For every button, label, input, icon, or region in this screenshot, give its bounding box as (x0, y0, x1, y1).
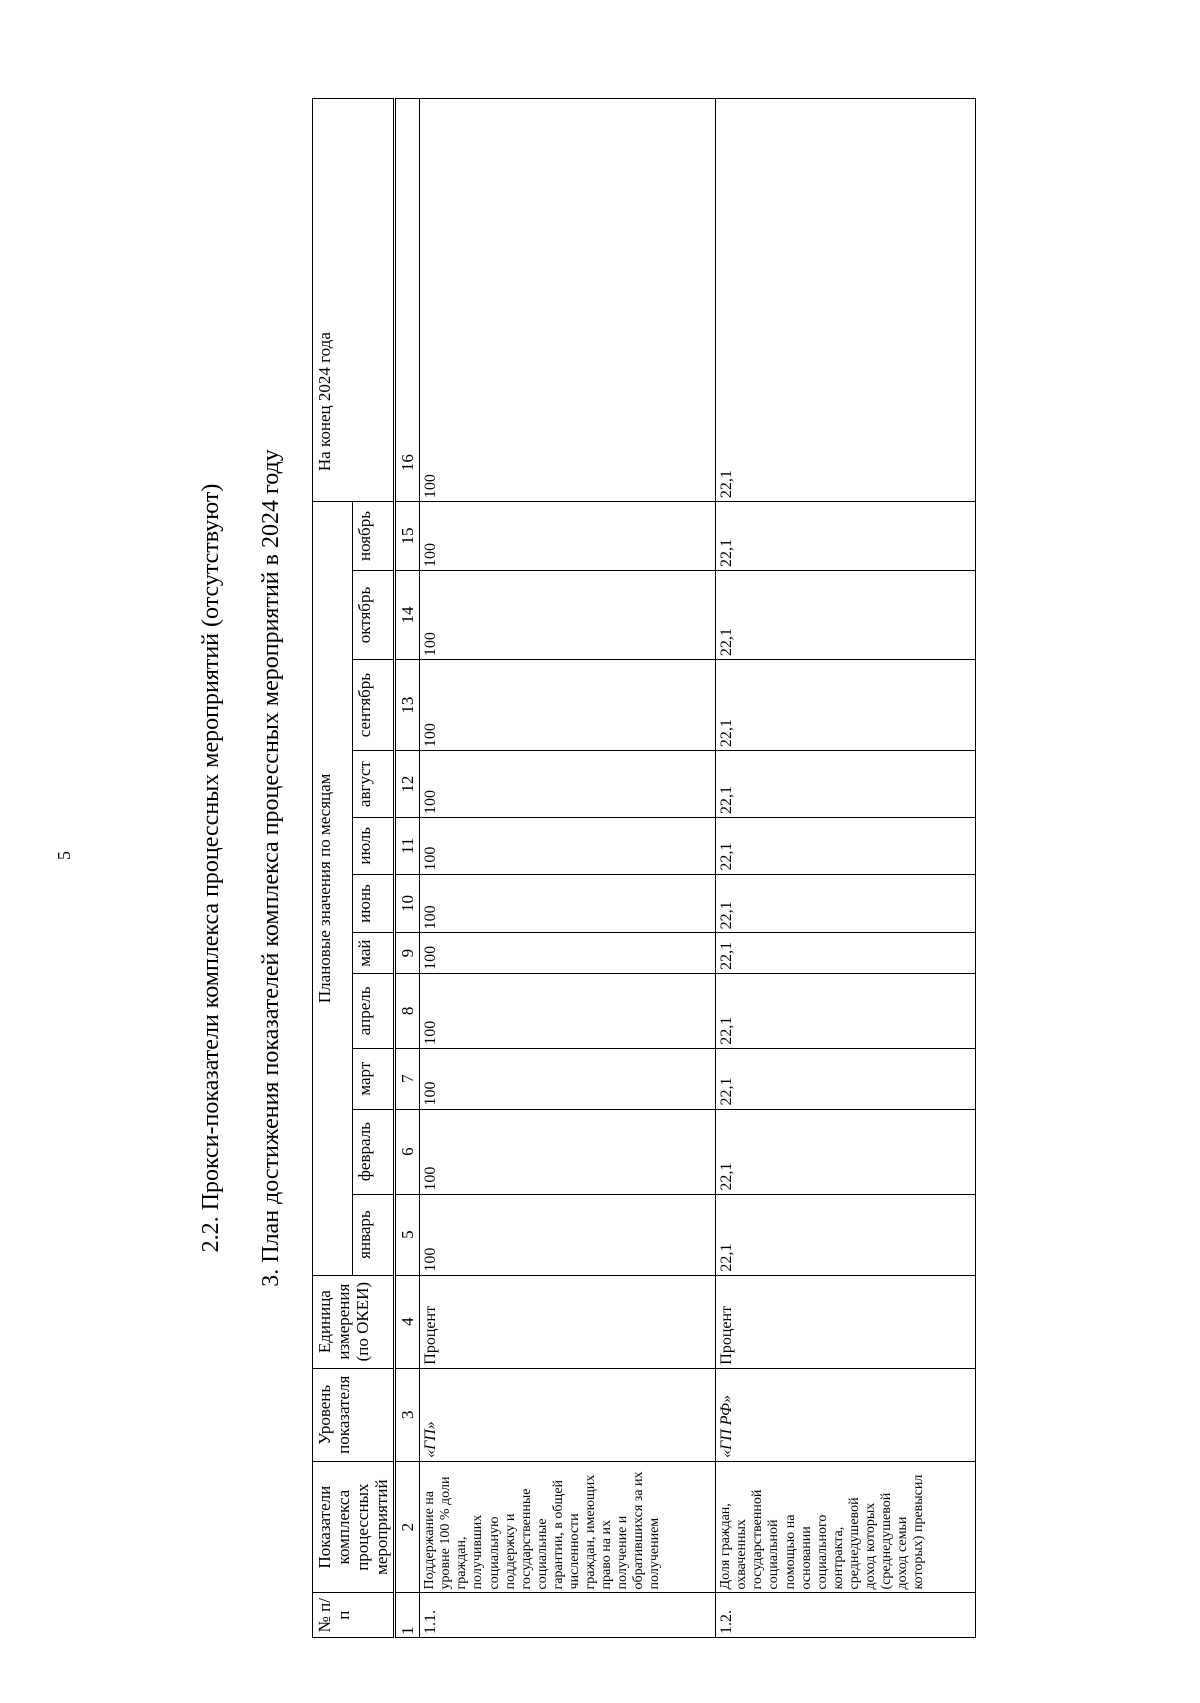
header-planned: Плановые значения по месяцам (313, 502, 353, 1275)
row-month-value: 100 (420, 570, 716, 659)
row-year-end-value: 100 (420, 99, 716, 502)
row-month-value: 22,1 (716, 751, 976, 818)
month-header: май (353, 933, 395, 973)
plan-table (312, 98, 976, 1638)
landscape-content (180, 98, 1080, 1638)
header-num: № п/п (313, 1593, 395, 1638)
row-indicator: Доля граждан, охваченных государственной социальной помощью на основании социального контракта, среднедушевой доход которых (среднедушевой доход семьи которых) превысил (716, 1461, 976, 1593)
column-number: 2 (395, 1461, 420, 1593)
month-header: апрель (353, 973, 395, 1048)
column-number: 15 (395, 502, 420, 571)
row-month-value: 22,1 (716, 1109, 976, 1194)
column-number: 11 (395, 817, 420, 874)
row-level: «ГП» (420, 1368, 716, 1461)
row-month-value: 22,1 (716, 817, 976, 874)
month-header: март (353, 1048, 395, 1109)
row-month-value: 100 (420, 817, 716, 874)
column-number-row (395, 99, 420, 1638)
column-number: 9 (395, 933, 420, 973)
column-number: 7 (395, 1048, 420, 1109)
column-number: 12 (395, 751, 420, 818)
page-number: 5 (54, 851, 74, 860)
column-number: 6 (395, 1109, 420, 1194)
plan-heading: 3. План достижения показателей комплекса процессных мероприятий в 2024 году (258, 449, 284, 1287)
row-month-value: 100 (420, 1048, 716, 1109)
month-header: август (353, 751, 395, 818)
column-number: 4 (395, 1275, 420, 1368)
row-month-value: 100 (420, 751, 716, 818)
column-number: 10 (395, 874, 420, 933)
column-number: 8 (395, 973, 420, 1048)
month-header: ноябрь (353, 502, 395, 571)
header-level: Уровень показателя (313, 1368, 395, 1461)
row-month-value: 22,1 (716, 973, 976, 1048)
month-header: июнь (353, 874, 395, 933)
table-row (716, 99, 976, 1638)
row-month-value: 100 (420, 933, 716, 973)
column-number: 14 (395, 570, 420, 659)
month-header: февраль (353, 1109, 395, 1194)
row-month-value: 100 (420, 1194, 716, 1275)
header-indicators: Показатели комплекса процессных мероприятий (313, 1461, 395, 1593)
column-number: 3 (395, 1368, 420, 1461)
header-year-end: На конец 2024 года (313, 99, 395, 502)
month-header: январь (353, 1194, 395, 1275)
header-row-1 (313, 99, 353, 1638)
column-number: 13 (395, 660, 420, 751)
header-unit: Единица измерения (по ОКЕИ) (313, 1275, 395, 1368)
row-unit: Процент (716, 1275, 976, 1368)
row-month-value: 22,1 (716, 502, 976, 571)
row-month-value: 22,1 (716, 874, 976, 933)
row-month-value: 100 (420, 973, 716, 1048)
row-num: 1.1. (420, 1593, 716, 1638)
row-month-value: 100 (420, 660, 716, 751)
column-number: 1 (395, 1593, 420, 1638)
row-level: «ГП РФ» (716, 1368, 976, 1461)
month-header: июль (353, 817, 395, 874)
row-month-value: 100 (420, 502, 716, 571)
column-number: 16 (395, 99, 420, 502)
row-month-value: 22,1 (716, 570, 976, 659)
row-unit: Процент (420, 1275, 716, 1368)
row-month-value: 22,1 (716, 660, 976, 751)
row-num: 1.2. (716, 1593, 976, 1638)
row-month-value: 100 (420, 874, 716, 933)
table-row (420, 99, 716, 1638)
row-month-value: 22,1 (716, 933, 976, 973)
row-year-end-value: 22,1 (716, 99, 976, 502)
row-month-value: 22,1 (716, 1048, 976, 1109)
row-month-value: 100 (420, 1109, 716, 1194)
month-header: сентябрь (353, 660, 395, 751)
row-month-value: 22,1 (716, 1194, 976, 1275)
proxy-indicators-heading: 2.2. Прокси-показатели комплекса процессных мероприятий (отсутствуют) (198, 483, 224, 1253)
month-header: октябрь (353, 570, 395, 659)
row-indicator: Поддержание на уровне 100 % доли граждан, получивших социальную поддержку и государственные социальные гарантии, в общей численности граждан, имеющих право на их получение и обратившихся за их получением (420, 1461, 716, 1593)
column-number: 5 (395, 1194, 420, 1275)
